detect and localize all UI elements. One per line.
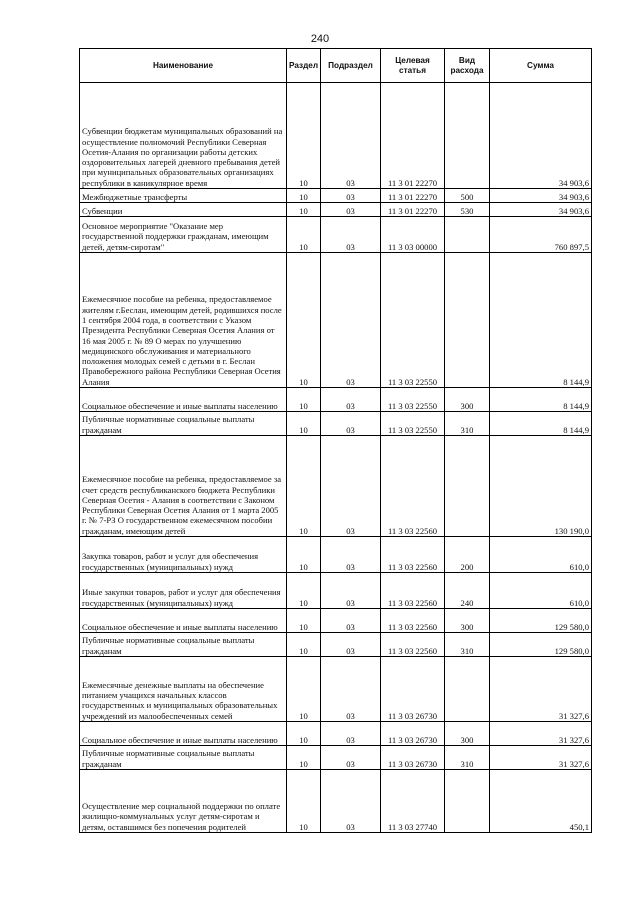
table-row (80, 722, 592, 746)
row-name: Публичные нормативные социальные выплаты гражданам (80, 746, 287, 770)
row-sum: 34 903,6 (490, 203, 592, 217)
row-target: 11 3 03 22550 (381, 388, 445, 412)
row-podrazdel: 03 (321, 83, 381, 189)
row-sum: 31 327,6 (490, 746, 592, 770)
row-razdel: 10 (287, 203, 321, 217)
row-target: 11 3 03 27740 (381, 770, 445, 833)
row-target: 11 3 03 22550 (381, 412, 445, 436)
row-sum: 34 903,6 (490, 189, 592, 203)
table-row (80, 537, 592, 573)
row-name: Субвенции бюджетам муниципальных образований на осуществление полномочий Республики Северная Осетия-Алания по организации работы детских оздоровительных лагерей дневного пребывания детей при муниципальных образовательных организациях республики в каникулярное время (80, 83, 287, 189)
table-row (80, 770, 592, 833)
row-razdel: 10 (287, 657, 321, 722)
row-podrazdel: 03 (321, 203, 381, 217)
row-sum: 450,1 (490, 770, 592, 833)
row-podrazdel: 03 (321, 609, 381, 633)
row-sum: 610,0 (490, 573, 592, 609)
row-razdel: 10 (287, 217, 321, 253)
row-sum: 31 327,6 (490, 722, 592, 746)
row-vid: 300 (445, 722, 490, 746)
table-row (80, 412, 592, 436)
row-vid (445, 217, 490, 253)
row-podrazdel: 03 (321, 746, 381, 770)
table-row (80, 746, 592, 770)
row-target: 11 3 03 26730 (381, 657, 445, 722)
row-razdel: 10 (287, 537, 321, 573)
row-razdel: 10 (287, 722, 321, 746)
row-razdel: 10 (287, 436, 321, 537)
row-name: Ежемесячное пособие на ребенка, предоставляемое жителям г.Беслан, имеющим детей, родившихся после 1 сентября 2004 года, в соответствии с Указом Президента Республики Северная Осетия Алания от 16 мая 2005 г. № 89 О мерах по улучшению медицинского обслуживания и материального положения молодых семей с детьми в г. Беслан Правобережного района Республики Северная Осетия Алания (80, 253, 287, 388)
row-name: Межбюджетные трансферты (80, 189, 287, 203)
row-name: Социальное обеспечение и иные выплаты населению (80, 388, 287, 412)
header-name: Наименование (80, 49, 287, 83)
table-row (80, 609, 592, 633)
row-podrazdel: 03 (321, 573, 381, 609)
row-name: Основное мероприятие "Оказание мер государственной поддержки гражданам, имеющим детей, детям-сиротам" (80, 217, 287, 253)
row-sum: 130 190,0 (490, 436, 592, 537)
row-podrazdel: 03 (321, 537, 381, 573)
row-target: 11 3 03 26730 (381, 746, 445, 770)
table-row (80, 83, 592, 189)
row-podrazdel: 03 (321, 412, 381, 436)
row-name: Публичные нормативные социальные выплаты гражданам (80, 412, 287, 436)
page-number: 240 (310, 33, 330, 45)
row-target: 11 3 01 22270 (381, 203, 445, 217)
row-vid: 300 (445, 388, 490, 412)
row-name: Публичные нормативные социальные выплаты гражданам (80, 633, 287, 657)
row-podrazdel: 03 (321, 770, 381, 833)
header-razdel: Раздел (287, 49, 321, 83)
row-sum: 610,0 (490, 537, 592, 573)
row-target: 11 3 01 22270 (381, 189, 445, 203)
row-target: 11 3 03 22560 (381, 573, 445, 609)
table-row (80, 573, 592, 609)
row-target: 11 3 01 22270 (381, 83, 445, 189)
row-target: 11 3 03 22560 (381, 436, 445, 537)
row-razdel: 10 (287, 83, 321, 189)
row-sum: 34 903,6 (490, 83, 592, 189)
row-target: 11 3 03 22550 (381, 253, 445, 388)
row-sum: 31 327,6 (490, 657, 592, 722)
row-name: Закупка товаров, работ и услуг для обеспечения государственных (муниципальных) нужд (80, 537, 287, 573)
table-row (80, 189, 592, 203)
row-name: Социальное обеспечение и иные выплаты населению (80, 722, 287, 746)
row-vid: 310 (445, 412, 490, 436)
row-podrazdel: 03 (321, 253, 381, 388)
row-sum: 8 144,9 (490, 412, 592, 436)
row-vid (445, 253, 490, 388)
row-target: 11 3 03 22560 (381, 633, 445, 657)
row-vid (445, 83, 490, 189)
row-razdel: 10 (287, 633, 321, 657)
table-body (80, 83, 592, 833)
row-razdel: 10 (287, 746, 321, 770)
row-razdel: 10 (287, 253, 321, 388)
table-row (80, 657, 592, 722)
row-target: 11 3 03 00000 (381, 217, 445, 253)
row-vid (445, 770, 490, 833)
row-podrazdel: 03 (321, 189, 381, 203)
header-target: Целевая статья (381, 49, 445, 83)
header-podrazdel: Подраздел (321, 49, 381, 83)
row-name: Субвенции (80, 203, 287, 217)
row-podrazdel: 03 (321, 722, 381, 746)
row-vid: 310 (445, 633, 490, 657)
row-name: Ежемесячные денежные выплаты на обеспечение питанием учащихся начальных классов государственных и муниципальных образовательных учреждений из малообеспеченных семей (80, 657, 287, 722)
row-razdel: 10 (287, 412, 321, 436)
row-vid (445, 657, 490, 722)
row-sum: 760 897,5 (490, 217, 592, 253)
row-vid (445, 436, 490, 537)
row-razdel: 10 (287, 573, 321, 609)
row-name: Ежемесячное пособие на ребенка, предоставляемое за счет средств республиканского бюджета Республики Северная Осетия - Алания в соответствии с Законом Республики Северная Осетия Алания от 1 марта 2005 г. № 7-РЗ О государственном ежемесячном пособии гражданам, имеющим детей (80, 436, 287, 537)
row-vid: 310 (445, 746, 490, 770)
table-row (80, 217, 592, 253)
row-sum: 8 144,9 (490, 388, 592, 412)
row-name: Социальное обеспечение и иные выплаты населению (80, 609, 287, 633)
row-target: 11 3 03 22560 (381, 609, 445, 633)
row-razdel: 10 (287, 189, 321, 203)
row-podrazdel: 03 (321, 657, 381, 722)
table-row (80, 388, 592, 412)
row-name: Осуществление мер социальной поддержки по оплате жилищно-коммунальных услуг детям-сиротам и детям, оставшимся без попечения родителей (80, 770, 287, 833)
table-row (80, 436, 592, 537)
row-vid: 200 (445, 537, 490, 573)
row-target: 11 3 03 26730 (381, 722, 445, 746)
row-vid: 530 (445, 203, 490, 217)
row-podrazdel: 03 (321, 217, 381, 253)
table-row (80, 253, 592, 388)
row-podrazdel: 03 (321, 436, 381, 537)
table-header-row (80, 49, 592, 83)
row-podrazdel: 03 (321, 633, 381, 657)
row-target: 11 3 03 22560 (381, 537, 445, 573)
row-razdel: 10 (287, 770, 321, 833)
row-sum: 8 144,9 (490, 253, 592, 388)
row-razdel: 10 (287, 388, 321, 412)
row-sum: 129 580,0 (490, 633, 592, 657)
header-sum: Сумма (490, 49, 592, 83)
budget-table (79, 48, 592, 833)
row-podrazdel: 03 (321, 388, 381, 412)
header-vid: Вид расхода (445, 49, 490, 83)
row-vid: 240 (445, 573, 490, 609)
table-row (80, 633, 592, 657)
row-razdel: 10 (287, 609, 321, 633)
row-vid: 500 (445, 189, 490, 203)
row-vid: 300 (445, 609, 490, 633)
row-name: Иные закупки товаров, работ и услуг для обеспечения государственных (муниципальных) нужд (80, 573, 287, 609)
row-sum: 129 580,0 (490, 609, 592, 633)
table-row (80, 203, 592, 217)
